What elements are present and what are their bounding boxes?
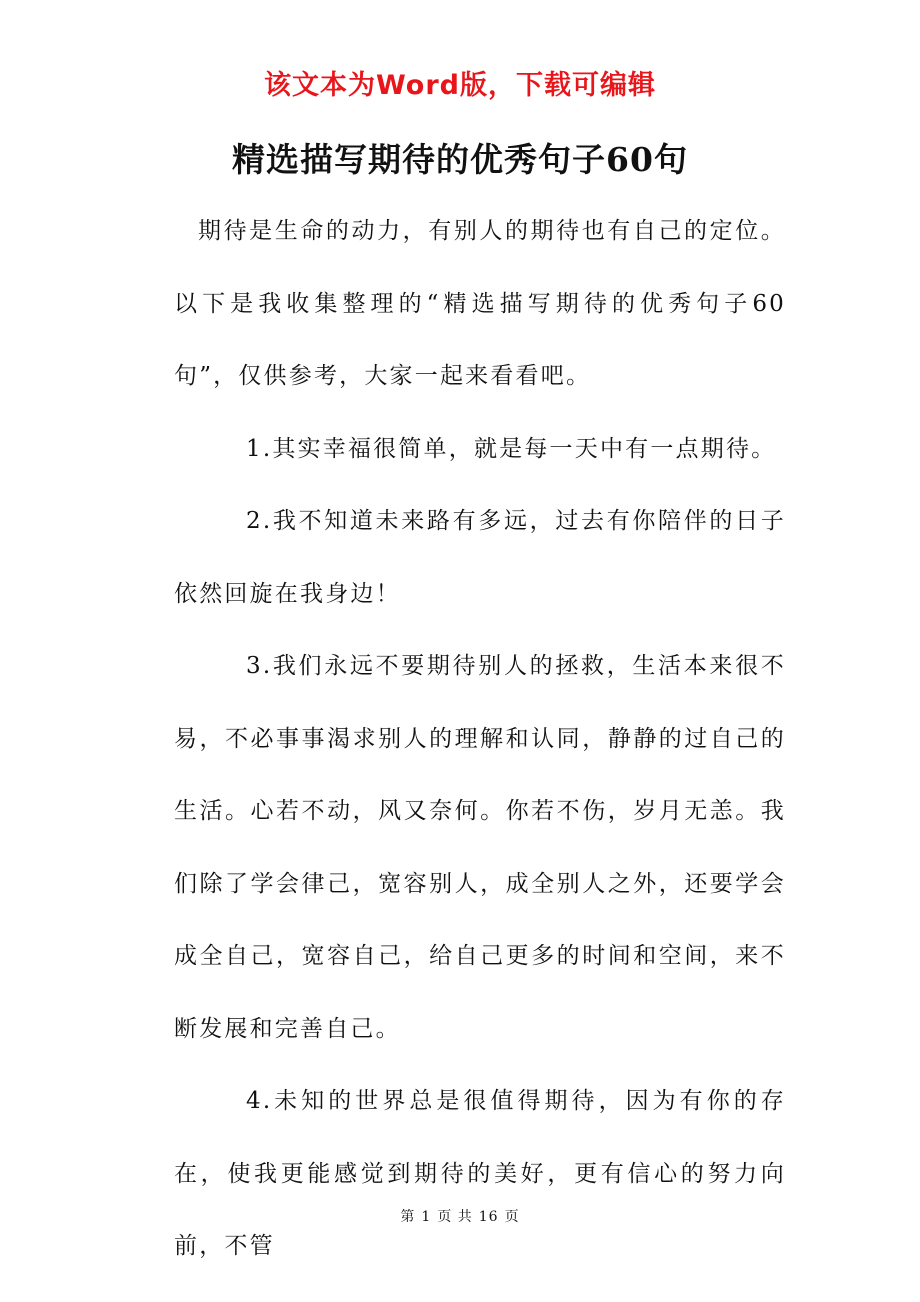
download-banner: 该文本为Word版，下载可编辑 — [263, 70, 656, 101]
document-title: 精选描写期待的优秀句子60句 — [232, 140, 688, 179]
document-body — [174, 195, 786, 1283]
list-item: 2.我不知道未来路有多远，过去有你陪伴的日子依然回旋在我身边！ — [174, 508, 786, 607]
list-item: 3.我们永远不要期待别人的拯救，生活本来很不易，不必事事渴求别人的理解和认同，静静的过自己的生活。心若不动，风又奈何。你若不伤，岁月无恙。我们除了学会律己，宽容别人，成全别人之外，还要学会成全自己，宽容自己，给自己更多的时间和空间，来不断发展和完善自己。 — [174, 653, 786, 1042]
footer-suffix: 页 — [504, 1209, 520, 1225]
list-item: 1.其实幸福很简单，就是每一天中有一点期待。 — [246, 435, 777, 462]
intro-paragraph: 期待是生命的动力，有别人的期待也有自己的定位。以下是我收集整理的“精选描写期待的优秀句子60句”，仅供参考，大家一起来看看吧。 — [174, 218, 786, 389]
footer-prefix: 第 — [400, 1209, 416, 1225]
footer-middle: 页 共 — [437, 1209, 473, 1225]
footer-total-pages: 16 — [478, 1209, 499, 1225]
footer-page-number: 1 — [421, 1209, 432, 1225]
list-item: 4.未知的世界总是很值得期待，因为有你的存在，使我更能感觉到期待的美好，更有信心的努力向前，不管 — [174, 1088, 786, 1259]
page-footer — [0, 1207, 920, 1227]
